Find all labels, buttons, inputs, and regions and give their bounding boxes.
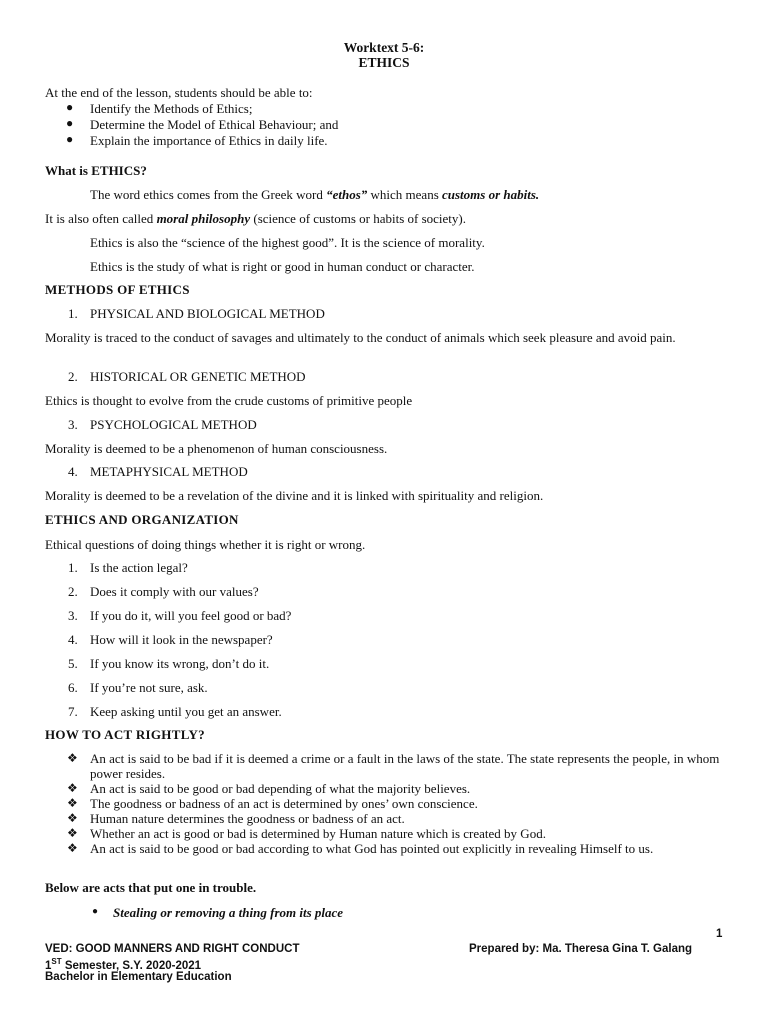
- question-number: 2.: [68, 584, 78, 599]
- p1-emphasis-customs: customs or habits.: [442, 187, 540, 202]
- bullet-icon: ●: [66, 100, 74, 114]
- diamond-bullet-icon: ❖: [67, 811, 78, 825]
- method-name: METAPHYSICAL METHOD: [90, 464, 248, 479]
- semester-text: Semester, S.Y. 2020-2021: [61, 959, 202, 972]
- organization-heading: ETHICS AND ORGANIZATION: [45, 512, 239, 527]
- question-item: Is the action legal?: [90, 560, 188, 575]
- paragraph-moral-philosophy: [45, 211, 466, 227]
- doc-title-line1: Worktext 5-6:: [343, 40, 425, 55]
- trouble-item: Stealing or removing a thing from its place: [113, 905, 344, 920]
- method-description: Ethics is thought to evolve from the crude customs of primitive people: [45, 393, 413, 408]
- act-item: An act is said to be good or bad depending of what the majority believes.: [90, 781, 471, 796]
- methods-heading: METHODS OF ETHICS: [45, 282, 190, 297]
- act-item: Whether an act is good or bad is determined by Human nature which is created by God.: [90, 826, 546, 841]
- act-item: An act is said to be good or bad according to what God has pointed out explicitly in revealing Himself to us.: [90, 841, 654, 856]
- method-name: HISTORICAL OR GENETIC METHOD: [90, 369, 306, 384]
- method-number: 2.: [68, 369, 78, 384]
- p1-text: The word ethics comes from the Greek word: [90, 187, 327, 202]
- p2-emphasis: moral philosophy: [156, 211, 251, 226]
- question-item: If you know its wrong, don’t do it.: [90, 656, 270, 671]
- question-number: 5.: [68, 656, 78, 671]
- method-number: 4.: [68, 464, 78, 479]
- p1-emphasis-ethos: “ethos”: [326, 187, 368, 202]
- method-number: 3.: [68, 417, 78, 432]
- diamond-bullet-icon: ❖: [67, 841, 78, 855]
- bullet-icon: ●: [66, 132, 74, 146]
- act-item: Human nature determines the goodness or badness of an act.: [90, 811, 405, 826]
- question-number: 4.: [68, 632, 78, 647]
- diamond-bullet-icon: ❖: [67, 751, 78, 765]
- p2-text-post: (science of customs or habits of society).: [250, 211, 466, 226]
- method-description: Morality is deemed to be a phenomenon of human consciousness.: [45, 441, 388, 456]
- objectives-intro: At the end of the lesson, students should be able to:: [45, 85, 313, 100]
- question-number: 3.: [68, 608, 78, 623]
- bullet-icon: ●: [66, 116, 74, 130]
- act-item: The goodness or badness of an act is determined by ones’ own conscience.: [90, 796, 478, 811]
- question-number: 1.: [68, 560, 78, 575]
- question-item: If you’re not sure, ask.: [90, 680, 208, 695]
- diamond-bullet-icon: ❖: [67, 796, 78, 810]
- trouble-heading: Below are acts that put one in trouble.: [45, 880, 257, 895]
- method-description: Morality is deemed to be a revelation of the divine and it is linked with spirituality and religion.: [45, 488, 544, 503]
- semester-number: 1: [45, 959, 52, 972]
- question-item: Does it comply with our values?: [90, 584, 259, 599]
- page-number: 1: [716, 928, 723, 940]
- question-number: 7.: [68, 704, 78, 719]
- bullet-icon: ●: [92, 906, 99, 917]
- method-name: PHYSICAL AND BIOLOGICAL METHOD: [90, 306, 325, 321]
- objective-item: Identify the Methods of Ethics;: [90, 101, 253, 116]
- question-item: How will it look in the newspaper?: [90, 632, 273, 647]
- paragraph-highest-good: Ethics is also the “science of the highest good”. It is the science of morality.: [90, 235, 485, 250]
- p1-text-mid: which means: [367, 187, 442, 202]
- footer-prepared-by: Prepared by: Ma. Theresa Gina T. Galang: [469, 943, 693, 955]
- organization-intro: Ethical questions of doing things whether it is right or wrong.: [45, 537, 366, 552]
- question-number: 6.: [68, 680, 78, 695]
- method-description: Morality is traced to the conduct of savages and ultimately to the conduct of animals which seek pleasure and avoid pain.: [45, 330, 676, 345]
- act-rightly-heading: HOW TO ACT RIGHTLY?: [45, 727, 205, 742]
- footer-course: VED: GOOD MANNERS AND RIGHT CONDUCT: [45, 943, 300, 955]
- objective-item: Explain the importance of Ethics in daily life.: [90, 133, 328, 148]
- question-item: If you do it, will you feel good or bad?: [90, 608, 292, 623]
- objective-item: Determine the Model of Ethical Behaviour; and: [90, 117, 339, 132]
- footer-semester: [45, 957, 201, 972]
- semester-superscript: ST: [51, 957, 62, 966]
- p2-text: It is also often called: [45, 211, 157, 226]
- diamond-bullet-icon: ❖: [67, 781, 78, 795]
- diamond-bullet-icon: ❖: [67, 826, 78, 840]
- doc-title-line2: ETHICS: [358, 55, 410, 70]
- method-name: PSYCHOLOGICAL METHOD: [90, 417, 257, 432]
- question-item: Keep asking until you get an answer.: [90, 704, 282, 719]
- method-number: 1.: [68, 306, 78, 321]
- footer-program: Bachelor in Elementary Education: [45, 971, 232, 983]
- paragraph-ethos: [90, 187, 539, 203]
- act-item: An act is said to be bad if it is deemed a crime or a fault in the laws of the state. The state represents the people, in whom power resides.: [90, 751, 720, 781]
- paragraph-study: Ethics is the study of what is right or good in human conduct or character.: [90, 259, 475, 274]
- what-is-ethics-heading: What is ETHICS?: [45, 163, 147, 178]
